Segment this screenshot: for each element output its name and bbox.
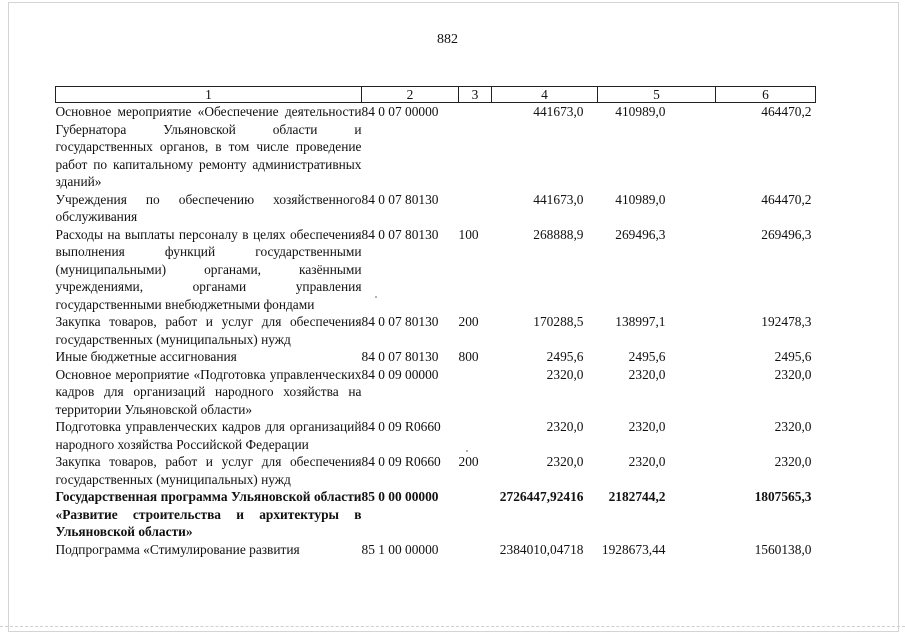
table-row [56, 226, 816, 314]
row-value-col5: 410989,0 [615, 104, 666, 119]
table-body [56, 103, 816, 559]
row-type [459, 418, 492, 453]
row-value-col6: 2320,0 [774, 419, 812, 434]
row-name: Закупка товаров, работ и услуг для обеспечения государственных (муниципальных) нужд [55, 454, 362, 487]
row-code: 84 0 09 R0660 [361, 419, 441, 434]
column-header-3: 3 [459, 87, 492, 103]
page-bottom-edge [0, 626, 905, 627]
row-value-col6: 2320,0 [774, 454, 812, 469]
row-value-col5: 269496,3 [615, 226, 666, 242]
row-name: Учреждения по обеспечению хозяйственного обслуживания [55, 191, 362, 224]
table-header [56, 87, 816, 103]
row-value-col4: 441673,0 [533, 191, 584, 207]
row-value-col6: 1560138,0 [754, 541, 812, 557]
column-header-2: 2 [362, 87, 459, 103]
row-value-col4: 2384010,04718 [499, 541, 584, 557]
row-code: 85 1 00 00000 [361, 541, 439, 557]
row-value-col4: 2726447,92416 [499, 489, 584, 504]
row-code: 84 0 07 80130 [361, 226, 439, 242]
row-name: Подпрограмма «Стимулирование развития [55, 541, 300, 557]
row-value-col6: 2320,0 [774, 366, 812, 382]
table-row [56, 541, 816, 559]
row-value-col6: 269496,3 [761, 226, 812, 242]
row-value-col5: 2182744,2 [608, 489, 666, 504]
row-code: 84 0 07 80130 [361, 314, 439, 329]
column-header-5: 5 [598, 87, 716, 103]
column-header-4: 4 [492, 87, 598, 103]
table-row [56, 313, 816, 348]
row-code: 84 0 09 00000 [361, 366, 439, 382]
row-value-col6: 2495,6 [774, 349, 812, 364]
row-type [459, 541, 492, 559]
table-row [56, 418, 816, 453]
row-value-col5: 2320,0 [628, 366, 666, 382]
row-value-col4: 2320,0 [546, 454, 584, 469]
row-type [459, 488, 492, 541]
row-value-col5: 2320,0 [628, 454, 666, 469]
row-type [459, 191, 492, 226]
row-name: Основное мероприятие «Подготовка управленческих кадров для организаций народного хозяйства на территории Ульяновской области» [55, 366, 362, 417]
row-name: Закупка товаров, работ и услуг для обеспечения государственных (муниципальных) нужд [55, 314, 362, 347]
row-type: 100 [458, 226, 479, 242]
table-row [56, 103, 816, 191]
row-value-col4: 2495,6 [546, 349, 584, 364]
row-value-col4: 268888,9 [533, 226, 584, 242]
row-code: 84 0 07 80130 [361, 191, 439, 207]
table-row [56, 348, 816, 366]
row-name: Основное мероприятие «Обеспечение деятельности Губернатора Ульяновской области и государственных органов, в том числе проведение работ по капитальному ремонту административных зданий» [55, 104, 362, 189]
row-value-col5: 410989,0 [615, 191, 666, 207]
row-value-col6: 464470,2 [761, 191, 812, 207]
column-header-1: 1 [56, 87, 362, 103]
row-value-col5: 1928673,44 [601, 541, 666, 557]
table-row-program-total [56, 488, 816, 541]
row-code: 84 0 09 R0660 [361, 454, 441, 469]
row-type [459, 103, 492, 191]
row-type [459, 366, 492, 419]
row-value-col5: 138997,1 [615, 314, 666, 329]
page-number: 882 [437, 32, 458, 47]
row-code: 85 0 00 00000 [361, 489, 439, 504]
scan-speck [375, 296, 377, 298]
header-row [56, 87, 816, 103]
row-value-col6: 464470,2 [761, 104, 812, 119]
table-row [56, 191, 816, 226]
row-name: Государственная программа Ульяновской области «Развитие строительства и архитектуры в Ульяновской области» [55, 489, 362, 539]
row-value-col4: 2320,0 [546, 366, 584, 382]
row-name: Подготовка управленческих кадров для организаций народного хозяйства Российской Федерации [55, 419, 362, 452]
row-code: 84 0 07 80130 [361, 349, 439, 364]
budget-table [55, 86, 816, 558]
row-name: Расходы на выплаты персоналу в целях обеспечения выполнения функций государственными (муниципальными) органами, казёнными учреждениями, органами управления государственными внебюджетными фондами [55, 226, 362, 312]
scan-speck [466, 450, 468, 452]
row-code: 84 0 07 00000 [361, 104, 439, 119]
table-row [56, 453, 816, 488]
row-value-col5: 2320,0 [628, 419, 666, 434]
row-type: 200 [458, 314, 479, 329]
row-type: 200 [458, 454, 479, 469]
row-name: Иные бюджетные ассигнования [55, 349, 237, 364]
table-row [56, 366, 816, 419]
column-header-6: 6 [716, 87, 816, 103]
row-value-col6: 192478,3 [761, 314, 812, 329]
row-type: 800 [458, 349, 479, 364]
row-value-col4: 441673,0 [533, 104, 584, 119]
row-value-col4: 170288,5 [533, 314, 584, 329]
row-value-col6: 1807565,3 [754, 489, 812, 504]
row-value-col4: 2320,0 [546, 419, 584, 434]
row-value-col5: 2495,6 [628, 349, 666, 364]
